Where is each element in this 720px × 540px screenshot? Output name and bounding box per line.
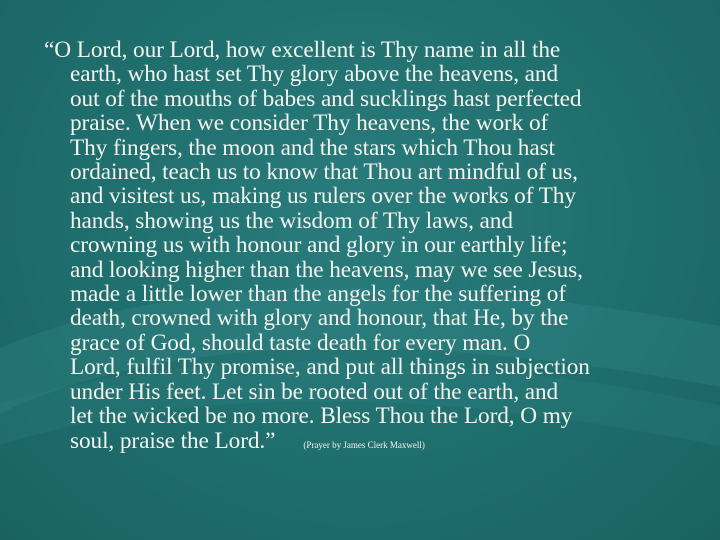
prayer-line: praise. When we consider Thy heavens, the work of <box>70 110 549 137</box>
prayer-line: Thy fingers, the moon and the stars which Thou hast <box>70 134 555 161</box>
prayer-line: grace of God, should taste death for every man. O <box>70 329 531 356</box>
prayer-line: ordained, teach us to know that Thou art mindful of us, <box>70 159 578 186</box>
prayer-line: under His feet. Let sin be rooted out of the earth, and <box>70 378 559 405</box>
prayer-line: earth, who hast set Thy glory above the heavens, and <box>70 61 558 88</box>
prayer-line: crowning us with honour and glory in our earthly life; <box>70 232 568 259</box>
attribution: (Prayer by James Clerk Maxwell) <box>303 439 425 450</box>
prayer-line: let the wicked be no more. Bless Thou the Lord, O my <box>70 403 573 430</box>
prayer-line: Lord, fulfil Thy promise, and put all things in subjection <box>70 354 590 381</box>
prayer-line: out of the mouths of babes and sucklings hast perfected <box>70 85 582 112</box>
prayer-line: soul, praise the Lord.” <box>70 427 276 454</box>
prayer-last-line <box>44 429 694 457</box>
prayer-line: and looking higher than the heavens, may we see Jesus, <box>70 256 583 283</box>
prayer-text <box>44 38 694 457</box>
prayer-line: made a little lower than the angels for the suffering of <box>70 281 566 308</box>
prayer-line: “O Lord, our Lord, how excellent is Thy name in all the <box>44 37 561 63</box>
prayer-line: hands, showing us the wisdom of Thy laws, and <box>70 207 513 234</box>
prayer-line: and visitest us, making us rulers over the works of Thy <box>70 183 576 210</box>
prayer-line: death, crowned with glory and honour, that He, by the <box>70 305 569 332</box>
